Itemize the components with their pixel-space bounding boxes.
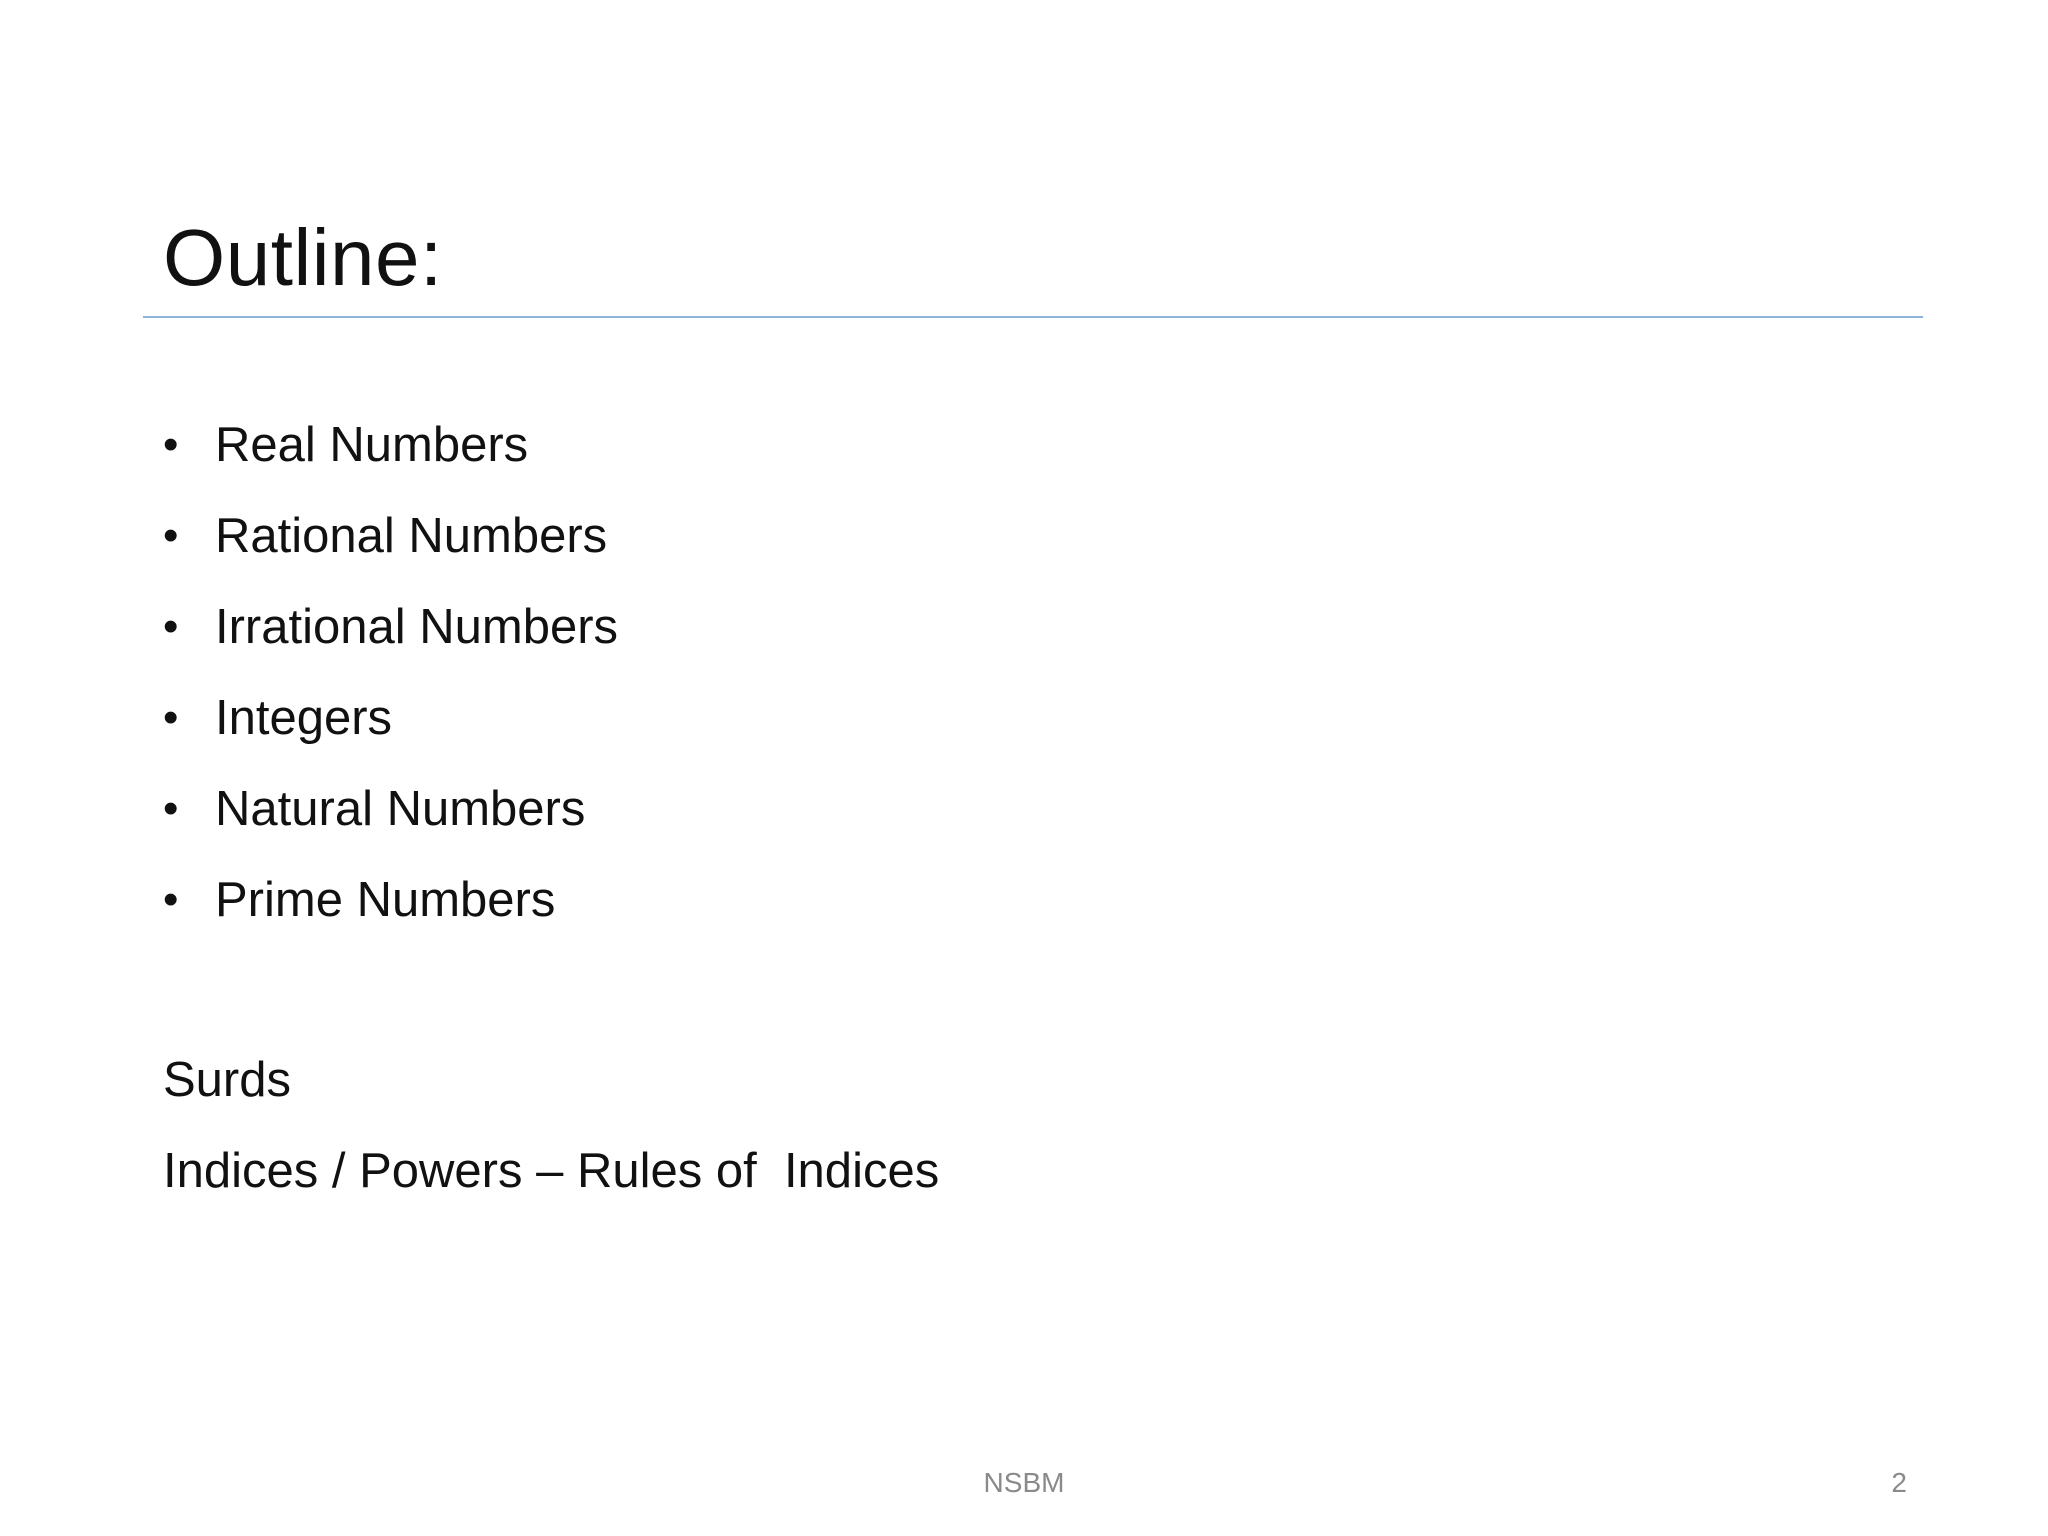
bullet-dot-icon: •	[163, 602, 179, 651]
bullet-dot-icon: •	[163, 875, 179, 924]
plain-text-list	[163, 1040, 939, 1222]
text-line-surds: Surds	[163, 1053, 292, 1107]
bullet-text: Rational Numbers	[215, 509, 608, 563]
title-divider	[143, 316, 1923, 318]
bullet-item	[163, 860, 618, 951]
slide-title: Outline:	[163, 213, 443, 302]
bullet-text: Integers	[215, 691, 393, 745]
bullet-item	[163, 587, 618, 678]
bullet-item	[163, 678, 618, 769]
bullet-dot-icon: •	[163, 784, 179, 833]
bullet-item	[163, 496, 618, 587]
bullet-item	[163, 405, 618, 496]
bullet-text: Natural Numbers	[215, 782, 586, 836]
bullet-list	[163, 405, 618, 951]
bullet-item	[163, 769, 618, 860]
page-number: 2	[1891, 1467, 1907, 1498]
bullet-dot-icon: •	[163, 511, 179, 560]
footer-label: NSBM	[983, 1467, 1065, 1498]
bullet-dot-icon: •	[163, 420, 179, 469]
bullet-text: Prime Numbers	[215, 873, 556, 927]
bullet-text: Irrational Numbers	[215, 600, 619, 654]
bullet-dot-icon: •	[163, 693, 179, 742]
bullet-text: Real Numbers	[215, 418, 529, 472]
text-line-indices: Indices / Powers – Rules of Indices	[163, 1144, 940, 1198]
